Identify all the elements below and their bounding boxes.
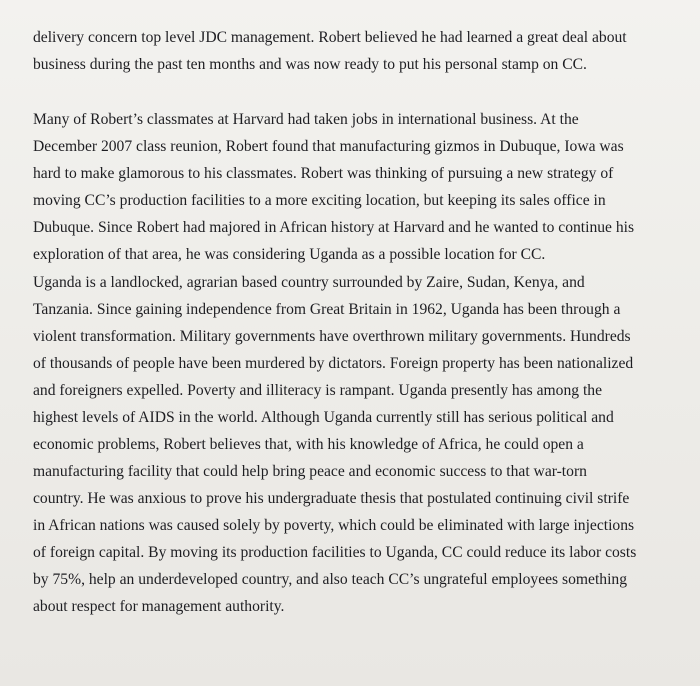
- text-line: Tanzania. Since gaining independence from Great Britain in 1962, Uganda has been through a: [33, 301, 621, 318]
- text-line: Uganda is a landlocked, agrarian based country surrounded by Zaire, Sudan, Kenya, and: [33, 274, 585, 291]
- text-line: moving CC’s production facilities to a more exciting location, but keeping its sales office in: [33, 192, 606, 209]
- text-line: highest levels of AIDS in the world. Although Uganda currently still has serious political and: [33, 409, 614, 426]
- text-line: December 2007 class reunion, Robert found that manufacturing gizmos in Dubuque, Iowa was: [33, 138, 624, 155]
- text-line: of foreign capital. By moving its production facilities to Uganda, CC could reduce its labor costs: [33, 544, 637, 561]
- paragraph-uganda: [33, 269, 673, 620]
- paragraph-harvard-classmates: [33, 106, 673, 268]
- text-line: by 75%, help an underdeveloped country, and also teach CC’s ungrateful employees something: [33, 571, 627, 588]
- text-line: economic problems, Robert believes that, with his knowledge of Africa, he could open a: [33, 436, 584, 453]
- text-line: in African nations was caused solely by poverty, which could be eliminated with large injections: [33, 517, 635, 534]
- text-line: exploration of that area, he was considering Uganda as a possible location for CC.: [33, 246, 546, 263]
- paragraph-robert-stamp: [33, 24, 673, 78]
- text-line: and foreigners expelled. Poverty and illiteracy is rampant. Uganda presently has among the: [33, 382, 602, 399]
- text-line: manufacturing facility that could help bring peace and economic success to that war-torn: [33, 463, 587, 480]
- text-line: violent transformation. Military governments have overthrown military governments. Hundreds: [33, 328, 631, 345]
- text-line: of thousands of people have been murdered by dictators. Foreign property has been nationalized: [33, 355, 634, 372]
- text-line: Many of Robert’s classmates at Harvard had taken jobs in international business. At the: [33, 111, 579, 128]
- text-line: delivery concern top level JDC management. Robert believed he had learned a great deal about: [33, 29, 627, 46]
- text-line: country. He was anxious to prove his undergraduate thesis that postulated continuing civil strife: [33, 490, 630, 507]
- text-line: hard to make glamorous to his classmates. Robert was thinking of pursuing a new strategy of: [33, 165, 614, 182]
- text-line: Dubuque. Since Robert had majored in African history at Harvard and he wanted to continue his: [33, 219, 635, 236]
- text-line: about respect for management authority.: [33, 598, 285, 615]
- text-line: business during the past ten months and was now ready to put his personal stamp on CC.: [33, 56, 587, 73]
